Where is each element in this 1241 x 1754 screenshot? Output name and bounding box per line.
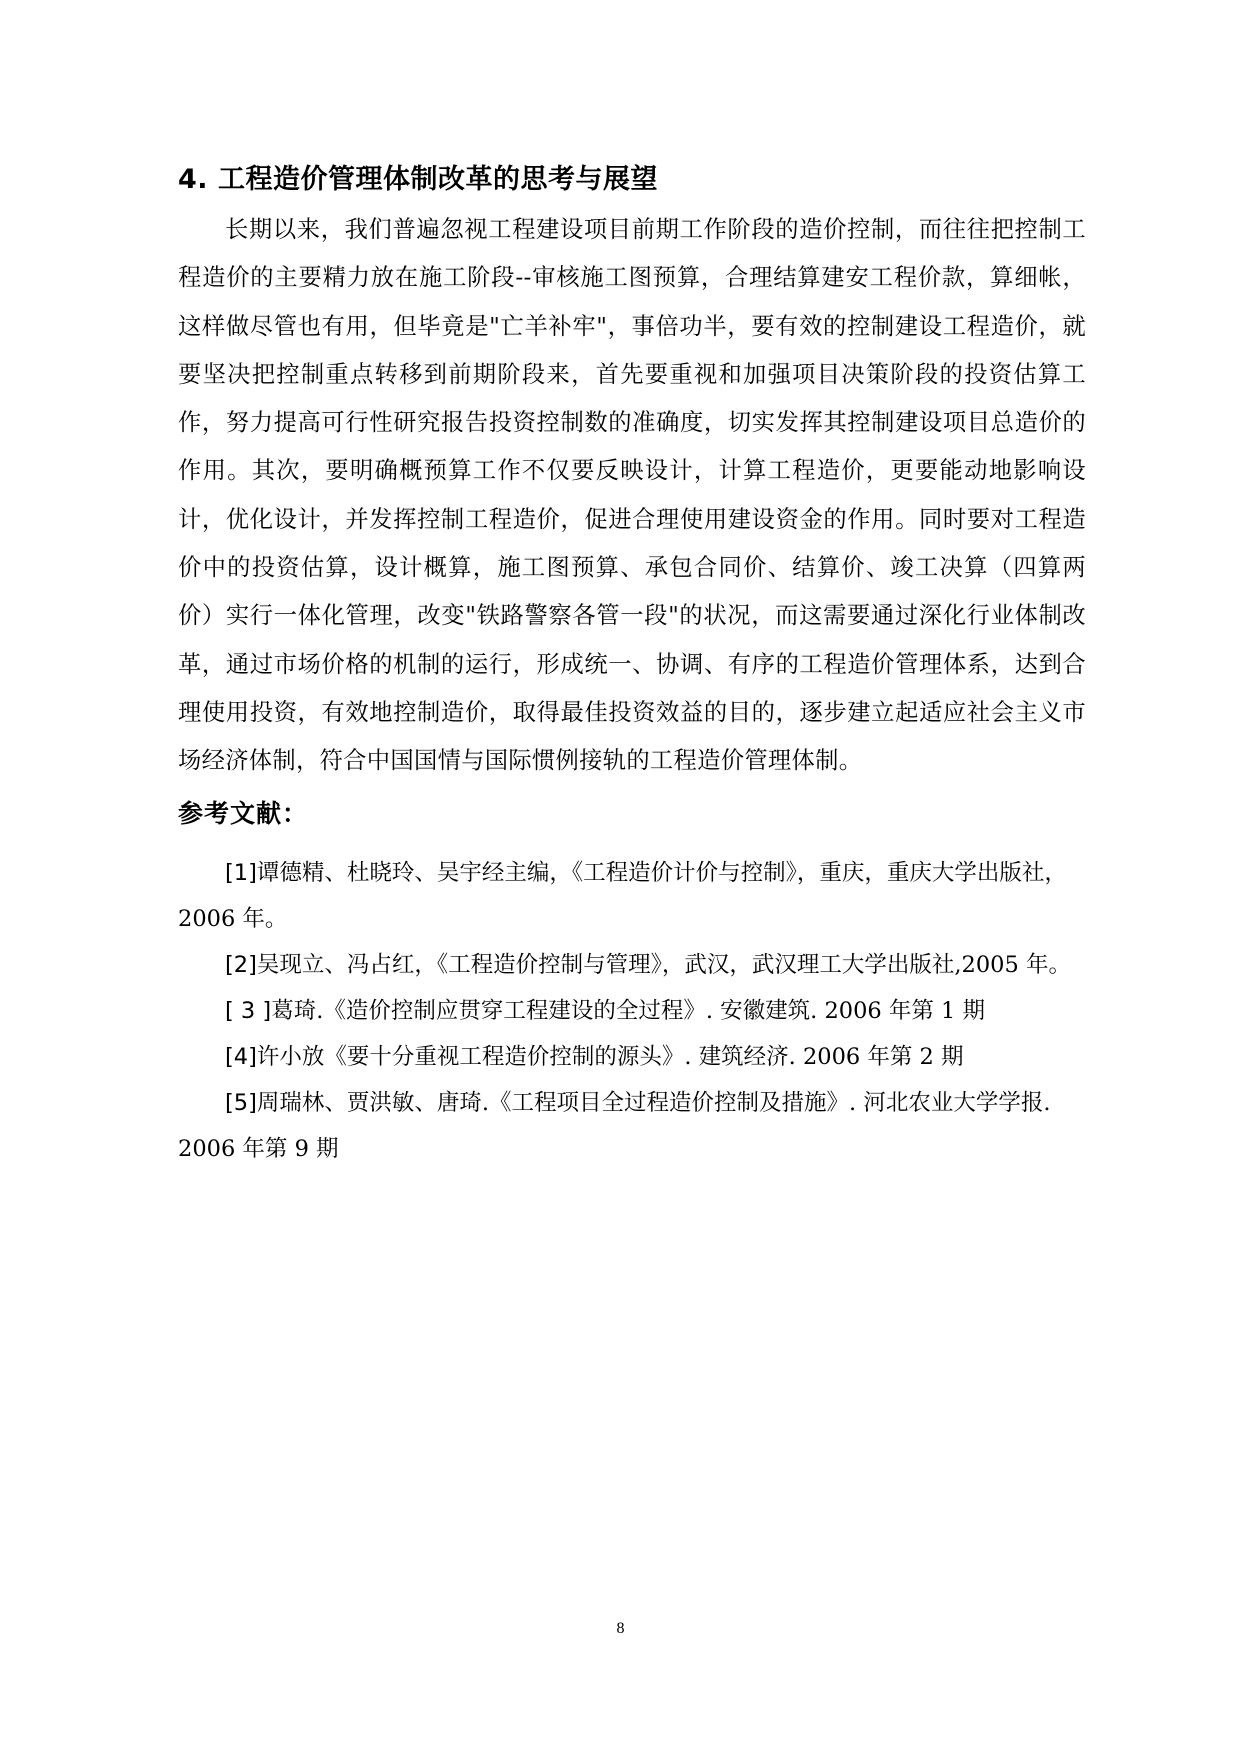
references-heading: 参考文献： <box>178 798 309 828</box>
body-paragraph: 长期以来，我们普遍忽视工程建设项目前期工作阶段的造价控制，而往往把控制工程造价的主要精力放在施工阶段--审核施工图预算，合理结算建安工程价款，算细帐，这样做尽管也有用，但毕竟是"亡羊补牢"，事倍功半，要有效的控制建设工程造价，就要坚决把控制重点转移到前期阶段来，首先要重视和加强项目决策阶段的投资估算工作，努力提高可行性研究报告投资控制数的准确度，切实发挥其控制建设项目总造价的作用。其次，要明确概预算工作不仅要反映设计，计算工程造价，更要能动地影响设计，优化设计，并发挥控制工程造价，促进合理使用建设资金的作用。同时要对工程造价中的投资估算，设计概算，施工图预算、承包合同价、结算价、竣工决算（四算两价）实行一体化管理，改变"铁路警察各管一段"的状况，而这需要通过深化行业体制改革，通过市场价格的机制的运行，形成统一、协调、有序的工程造价管理体系，达到合理使用投资，有效地控制造价，取得最佳投资效益的目的，逐步建立起适应社会主义市场经济体制，符合中国国情与国际惯例接轨的工程造价管理体制。 <box>178 216 1086 775</box>
reference-number: [5] <box>225 1089 257 1116</box>
reference-text: 许小放《要十分重视工程造价控制的源头》. 建筑经济. 2006 年第 2 期 <box>256 1043 964 1070</box>
reference-text: 周瑞林、贾洪敏、唐琦.《工程项目全过程造价控制及措施》. 河北农业大学学报. 2006 年第 9 期 <box>178 1089 1051 1162</box>
reference-text: 吴现立、冯占红，《工程造价控制与管理》，武汉，武汉理工大学出版社,2005 年。 <box>256 951 1071 978</box>
page-number: 8 <box>616 1620 625 1637</box>
reference-number: [4] <box>225 1043 257 1070</box>
section-heading: 4. 工程造价管理体制改革的思考与展望 <box>178 164 658 195</box>
reference-text: 葛琦.《造价控制应贯穿工程建设的全过程》. 安徽建筑. 2006 年第 1 期 <box>271 997 985 1024</box>
reference-item-2 <box>178 942 1086 988</box>
reference-item-3 <box>178 988 1086 1034</box>
reference-item-1 <box>178 850 1086 942</box>
reference-text: 谭德精、杜晓玲、吴宇经主编，《工程造价计价与控制》，重庆，重庆大学出版社，2006 年。 <box>178 859 1067 932</box>
page-content <box>178 160 1086 1172</box>
reference-item-5 <box>178 1080 1086 1172</box>
reference-number: [2] <box>225 951 257 978</box>
reference-number: [1] <box>225 859 257 886</box>
reference-item-4 <box>178 1034 1086 1080</box>
reference-number: [ 3 ] <box>225 997 272 1024</box>
